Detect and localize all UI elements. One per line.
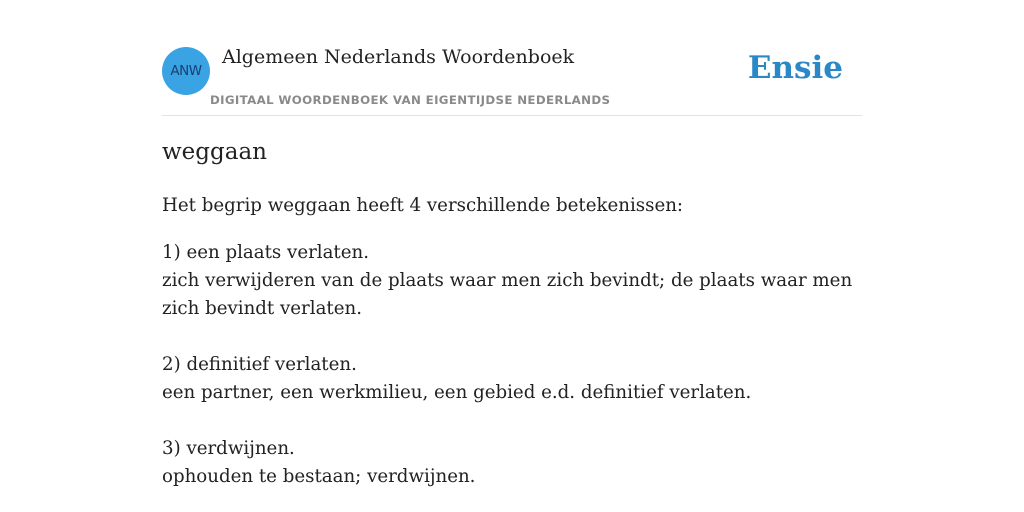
meaning-item-1 [162,239,862,323]
meaning-description: zich verwijderen van de plaats waar men zich bevindt; de plaats waar men zich bevindt verlaten. [162,270,853,319]
meaning-title: 1) een plaats verlaten. [162,242,369,263]
meaning-item-3 [162,435,862,491]
dictionary-title[interactable]: Algemeen Nederlands Woordenboek [222,46,575,68]
ensie-logo[interactable]: Ensie [747,50,843,86]
dictionary-subtitle: DIGITAAL WOORDENBOEK VAN EIGENTIJDSE NEDERLANDS [210,93,611,107]
meaning-description: ophouden te bestaan; verdwijnen. [162,466,476,487]
meaning-description: een partner, een werkmilieu, een gebied e.d. definitief verlaten. [162,382,752,403]
site-header [162,40,862,116]
logo-text: ANW [170,63,202,79]
meaning-title: 3) verdwijnen. [162,438,295,459]
entry-intro: Het begrip weggaan heeft 4 verschillende betekenissen: [162,195,684,216]
meanings-list [162,239,862,512]
entry-word: weggaan [162,139,267,165]
meaning-title: 2) definitief verlaten. [162,354,357,375]
meaning-item-2 [162,351,862,407]
anw-logo[interactable] [162,47,210,95]
